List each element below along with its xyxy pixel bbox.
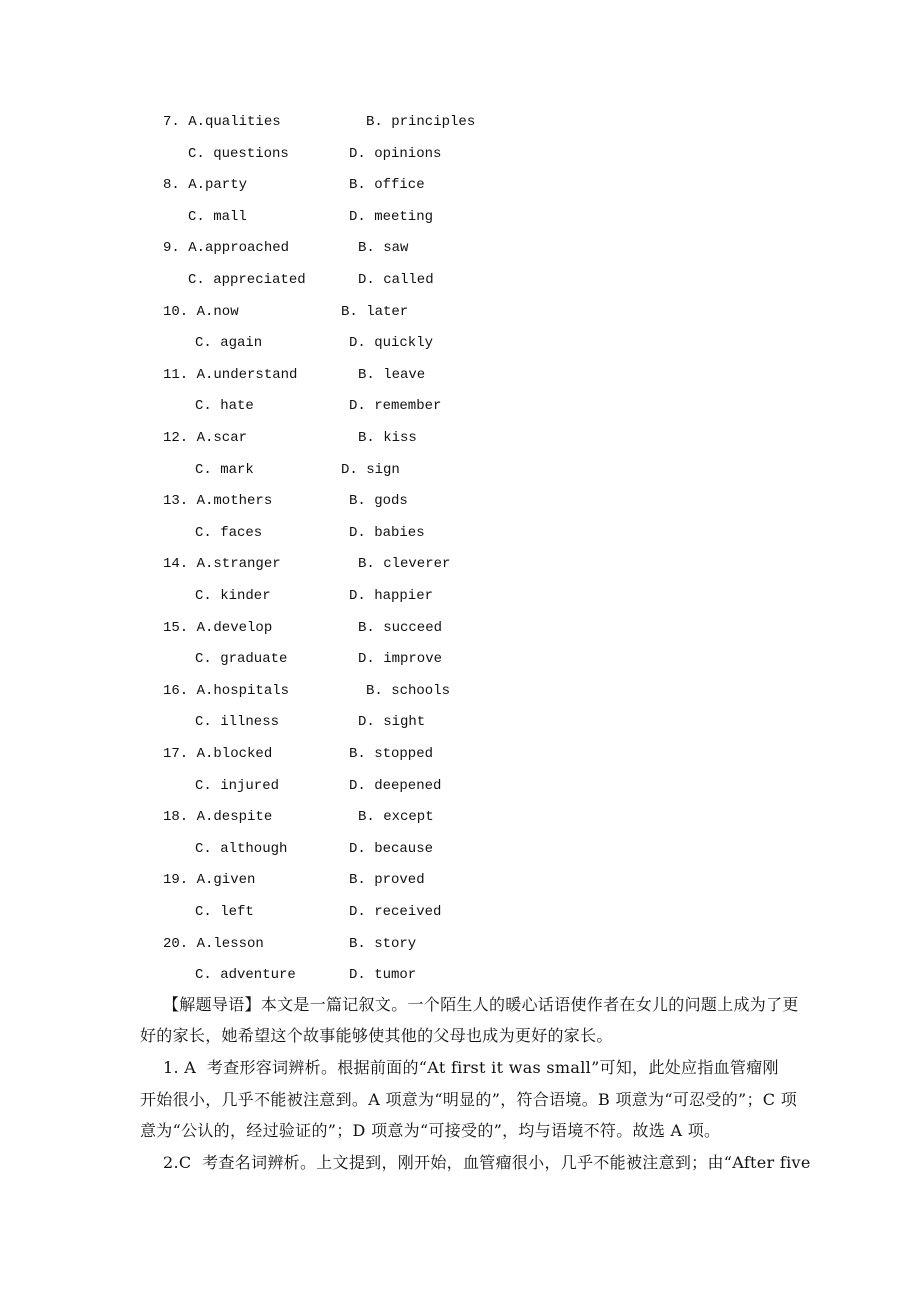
option-d: D. called [358, 272, 434, 288]
option-d: D. because [349, 840, 434, 857]
option-b: B. kiss [358, 430, 417, 446]
option-c: C. illness [195, 714, 280, 731]
option-d: D. sight [358, 714, 426, 731]
explanation-line: 【解题导语】本文是一篇记叙文。一个陌生人的暖心话语使作者在女儿的问题上成为了更 [163, 995, 799, 1014]
option-a: 13. A.mothers [163, 493, 273, 510]
explanation-line: 2.C 考查名词辨析。上文提到，刚开始，血管瘤很小，几乎不能被注意到；由“After five [163, 1153, 811, 1172]
option-d: D. quickly [349, 335, 434, 352]
option-b: B. story [349, 935, 417, 952]
option-c: C. hate [195, 398, 254, 415]
option-d: D. tumor [349, 967, 417, 984]
option-d: D. improve [358, 651, 443, 668]
option-a: 9. A.approached [163, 240, 290, 257]
option-b: B. office [349, 177, 425, 194]
explanation-line: 好的家长，她希望这个故事能够使其他的父母也成为更好的家长。 [140, 1026, 613, 1045]
option-a: 17. A.blocked [163, 746, 273, 762]
option-d: D. received [349, 904, 442, 920]
option-b: B. proved [349, 872, 425, 889]
option-b: B. leave [358, 366, 426, 383]
option-a: 15. A.develop [163, 619, 273, 636]
option-b: B. stopped [349, 746, 434, 762]
option-a: 7. A.qualities [163, 114, 281, 130]
option-c: C. appreciated [188, 272, 306, 288]
option-c: C. although [195, 840, 288, 857]
option-b: B. principles [366, 114, 476, 130]
option-c: C. questions [188, 145, 289, 162]
option-b: B. saw [358, 240, 409, 257]
option-c: C. graduate [195, 651, 288, 668]
option-d: D. deepened [349, 777, 442, 794]
option-b: B. except [358, 809, 434, 826]
option-d: D. remember [349, 398, 442, 415]
option-c: C. adventure [195, 967, 296, 984]
option-c: C. kinder [195, 588, 271, 604]
option-c: C. mark [195, 461, 254, 478]
option-d: D. sign [341, 461, 400, 478]
option-c: C. mall [188, 208, 247, 225]
option-d: D. babies [349, 524, 425, 541]
option-b: B. gods [349, 493, 408, 510]
option-d: D. opinions [349, 145, 442, 162]
option-b: B. succeed [358, 619, 443, 636]
option-a: 10. A.now [163, 303, 239, 320]
option-a: 11. A.understand [163, 366, 298, 383]
explanation-line: 开始很小，几乎不能被注意到。A 项意为“明显的”，符合语境。B 项意为“可忍受的”；C 项 [140, 1090, 798, 1109]
option-a: 20. A.lesson [163, 935, 264, 952]
option-c: C. injured [195, 777, 280, 794]
option-c: C. again [195, 335, 263, 352]
explanation-line: 1. A 考查形容词辨析。根据前面的“At first it was small”可知，此处应指血管瘤刚 [163, 1058, 779, 1077]
option-b: B. cleverer [358, 556, 451, 573]
explanation-line: 意为“公认的，经过验证的”；D 项意为“可接受的”，均与语境不符。故选 A 项。 [140, 1121, 721, 1140]
option-b: B. schools [366, 682, 451, 699]
option-a: 8. A.party [163, 177, 248, 194]
option-a: 19. A.given [163, 872, 256, 889]
option-a: 16. A.hospitals [163, 682, 290, 699]
option-c: C. faces [195, 524, 263, 541]
option-c: C. left [195, 904, 254, 920]
option-a: 14. A.stranger [163, 556, 281, 573]
option-d: D. meeting [349, 208, 434, 225]
option-a: 18. A.despite [163, 809, 273, 826]
option-b: B. later [341, 303, 409, 320]
option-d: D. happier [349, 588, 434, 604]
option-a: 12. A.scar [163, 430, 248, 446]
